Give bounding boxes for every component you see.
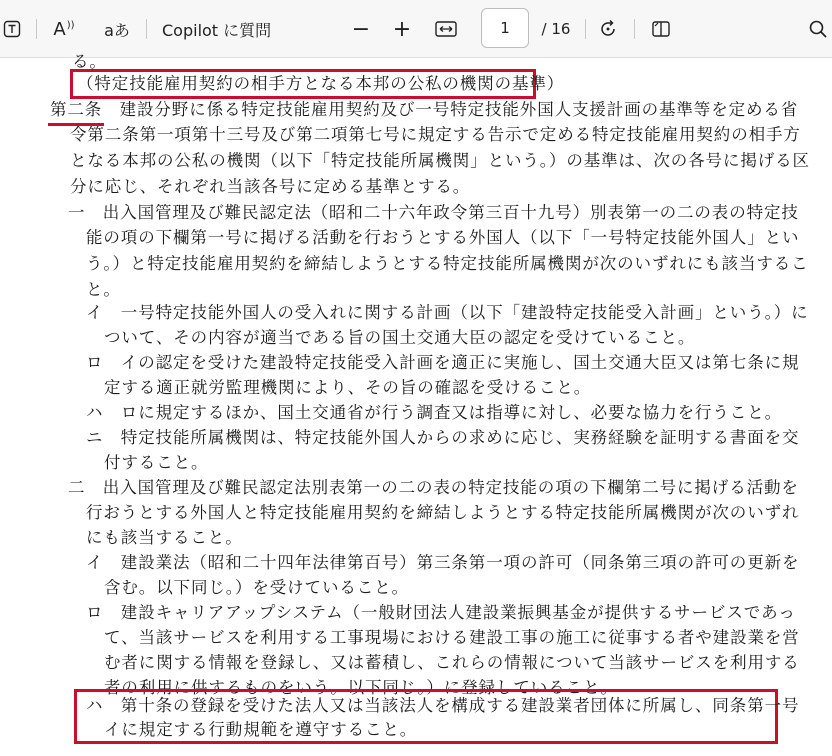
pdf-toolbar [0,0,832,58]
article-2-first-line: 第二条 建設分野に係る特定技能雇用契約及び一号特定技能外国人支援計画の基準等を定める省 [50,100,799,119]
text-line: 含む。以下同じ。）を受けていること。 [104,578,409,597]
text-line: となる本邦の公私の機関（以下「特定技能所属機関」という。）の基準は、次の各号に掲げる区 [70,151,810,170]
rotate-icon[interactable] [596,17,620,41]
article-heading: （特定技能雇用契約の相手方となる本邦の公私の機関の基準） [77,74,565,93]
read-aloud-glyph: A [53,18,66,40]
read-aloud-icon[interactable]: A )) [53,18,75,40]
text-line: 能の項の下欄第一号に掲げる活動を行おうとする外国人（以下「一号特定技能外国人」とい [86,228,800,247]
sub-item-i-line: イ 一号特定技能外国人の受入れに関する計画（以下「建設特定技能受入計画」という。）に [86,303,809,322]
text-box-icon[interactable] [2,19,22,39]
text-line: 定する適正就労監理機関により、その旨の確認を受けること。 [104,378,592,397]
item-2-line: 二 出入国管理及び難民認定法別表第一の二の表の特定技能の項の下欄第二号に掲げる活動を [68,478,799,497]
text-line: と。 [86,280,121,299]
text-line: て、当該サービスを利用する工事現場における建設工事の施工に従事する者や建設業を営 [104,628,800,647]
item-1-line: 一 出入国管理及び難民認定法（昭和二十六年政令第三百十九号）別表第一の二の表の特定技 [68,203,799,222]
sub-item-ro-line: ロ イの認定を受けた建設特定技能受入計画を適正に実施し、国土交通大臣又は第七条に規 [86,353,800,372]
zoom-out-icon[interactable]: − [351,16,371,42]
text-line: 分に応じ、それぞれ当該各号に定める基準とする。 [70,177,471,196]
page-number-input[interactable]: 1 [481,8,529,48]
sub-item-ro-line: ロ 建設キャリアアップシステム（一般財団法人建設業振興基金が提供するサービスであっ [86,603,796,622]
text-line: ついて、その内容が適当である旨の国土交通大臣の認定を受けていること。 [104,328,696,347]
two-page-icon[interactable] [649,17,673,41]
copilot-label: Copilot に質問 [162,20,272,40]
zoom-in-icon[interactable]: + [392,16,412,42]
toolbar-divider [36,19,37,39]
text-line: 令第二条第一項第十三号及び第二項第七号に規定する告示で定める特定技能雇用契約の相手方 [70,125,801,144]
document-page [0,52,832,756]
text-line: 行おうとする外国人と特定技能雇用契約を締結しようとする特定技能所属機関が次のいずれ [86,503,800,522]
sub-item-ha-line: ハ 第十条の登録を受けた法人又は当該法人を構成する建設業者団体に所属し、同条第一号 [86,696,800,715]
text-line: う。）と特定技能雇用契約を締結しようとする特定技能所属機関が次のいずれにも該当するこ [86,254,809,273]
sub-item-i-line: イ 建設業法（昭和二十四年法律第百号）第三条第一項の許可（同条第三項の許可の更新を [86,553,800,572]
fit-width-icon[interactable] [433,18,459,40]
toolbar-divider [585,19,586,39]
text-line: にも該当すること。 [86,528,243,547]
sub-item-ha-line: ハ ロに規定するほか、国土交通省が行う調査又は指導に対し、必要な協力を行うこと。 [86,403,782,422]
translate-glyph: aあ [104,20,130,40]
translate-icon[interactable] [100,16,134,42]
toolbar-divider [634,19,635,39]
text-line: る。 [72,52,107,71]
text-line: 付すること。 [104,453,209,472]
copilot-button[interactable] [162,16,280,42]
page-total: / 16 [541,20,571,38]
toolbar-divider [146,19,147,39]
search-icon[interactable] [806,17,830,41]
text-line: イに規定する行動規範を遵守すること。 [104,720,418,739]
sub-item-ni-line: ニ 特定技能所属機関は、特定技能外国人からの求めに応じ、実務経験を証明する書面を交 [86,428,800,447]
text-line: む者に関する情報を登録し、又は蓄積し、これらの情報について当該サービスを利用する [104,653,800,672]
text-line: 者の利用に供するものをいう。以下同じ。）に登録していること。 [104,678,618,697]
